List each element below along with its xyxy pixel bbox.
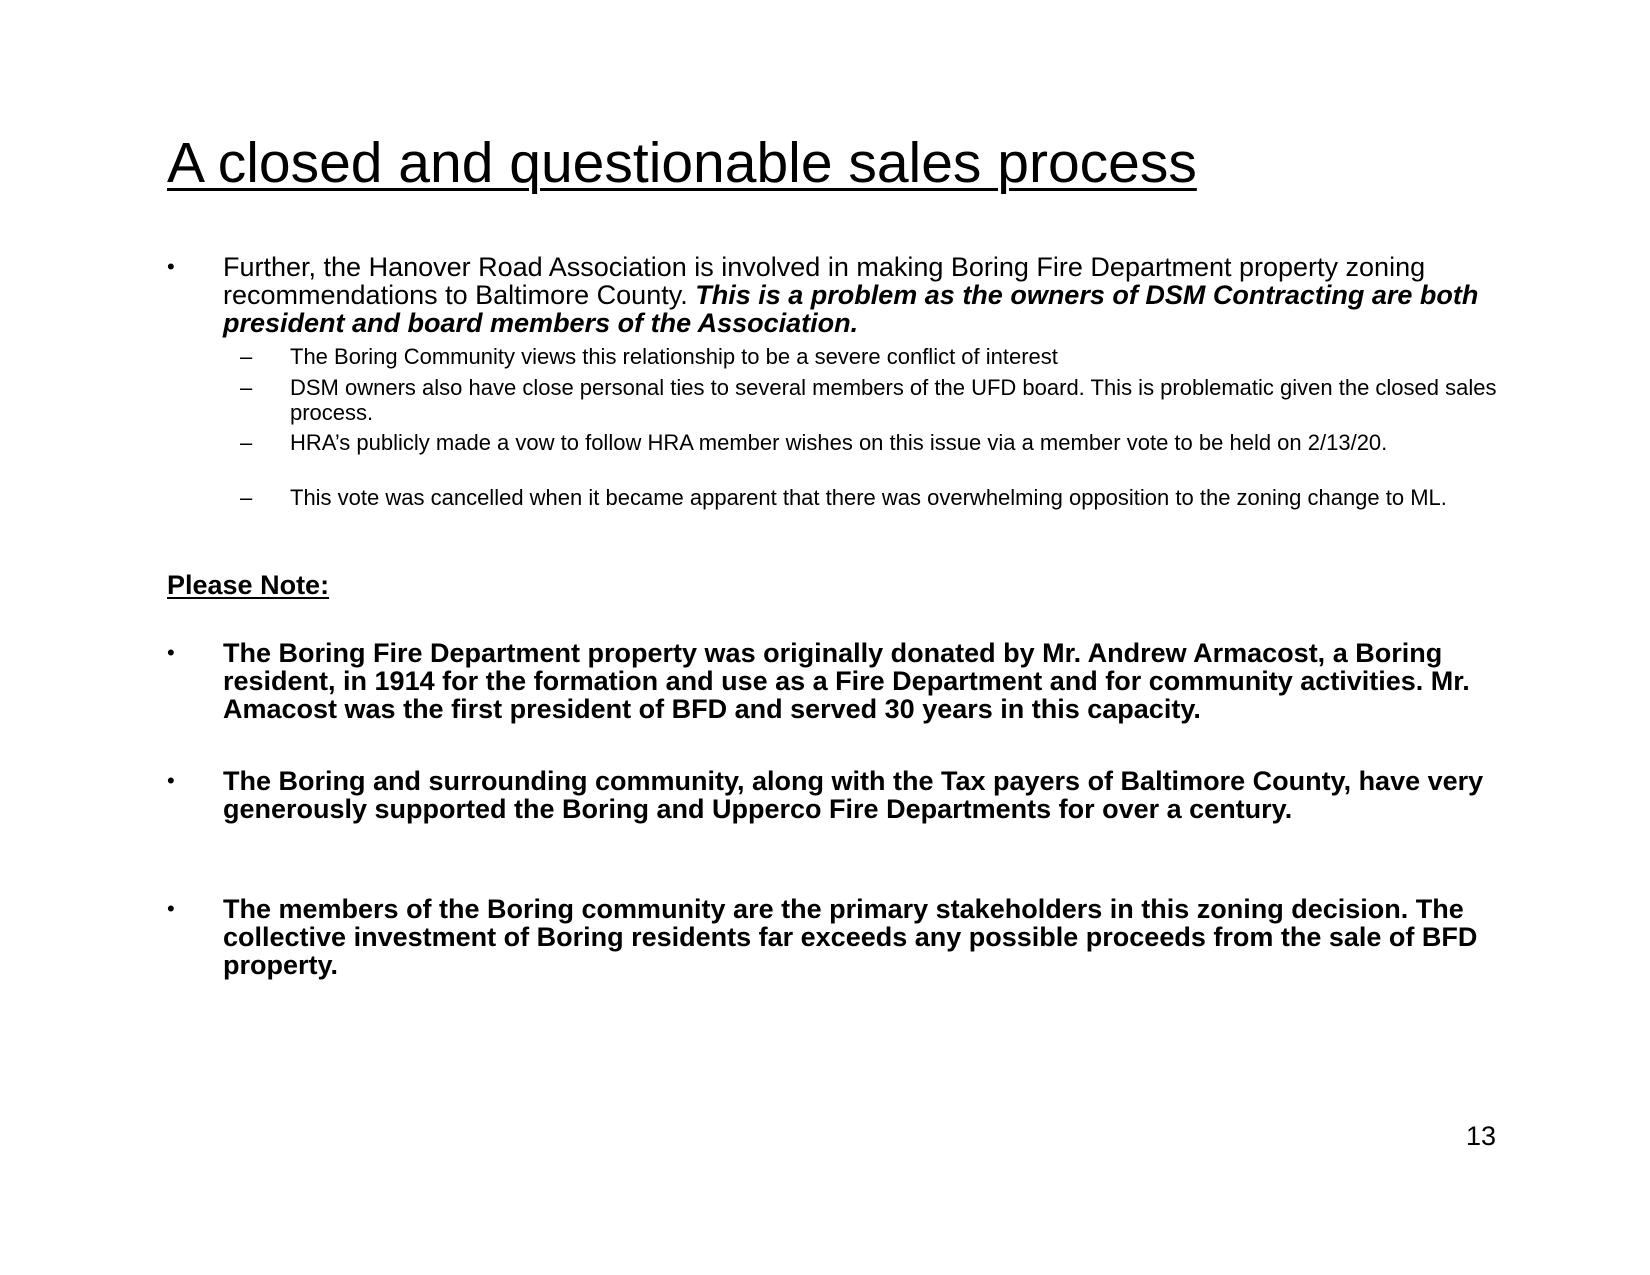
sub-point-text: The Boring Community views this relationship to be a severe conflict of interest <box>290 344 1058 369</box>
dash-marker: – <box>240 344 253 369</box>
sub-point <box>240 430 1502 455</box>
sub-point-text: HRA’s publicly made a vow to follow HRA member wishes on this issue via a member vote to be held on 2/13/20. <box>290 430 1388 455</box>
sub-point <box>240 344 1502 369</box>
intro-bullet <box>167 253 1507 337</box>
bullet-marker: • <box>167 640 175 665</box>
page-number: 13 <box>1466 1121 1497 1151</box>
please-note-heading: Please Note: <box>167 570 330 600</box>
intro-bullet-emphasis: This is a problem as the owners of DSM Contracting are both president and board members of the Association. <box>223 280 1479 338</box>
sub-point <box>240 375 1502 425</box>
note-bullet <box>167 639 1507 723</box>
sub-point-text: This vote was cancelled when it became apparent that there was overwhelming opposition to the zoning change to ML. <box>290 485 1447 510</box>
bullet-marker: • <box>167 254 175 279</box>
intro-bullet-text <box>223 253 1507 337</box>
note-bullet <box>167 767 1507 823</box>
note-bullet-text: The Boring Fire Department property was originally donated by Mr. Andrew Armacost, a Boring resident, in 1914 for the formation and use as a Fire Department and for community activities. Mr. Amacost was the first president of BFD and served 30 years in this capacity. <box>223 638 1470 724</box>
bullet-marker: • <box>167 768 175 793</box>
dash-marker: – <box>240 375 253 400</box>
intro-bullet-plain: Further, the Hanover Road Association is involved in making Boring Fire Department property zoning recommendations to Baltimore County. <box>223 252 1426 310</box>
note-bullet <box>167 895 1507 979</box>
sub-point <box>240 485 1502 510</box>
note-bullet-text: The members of the Boring community are the primary stakeholders in this zoning decision. The collective investment of Boring residents far exceeds any possible proceeds from the sale of BFD property. <box>223 894 1478 980</box>
sub-point-text: DSM owners also have close personal ties to several members of the UFD board. This is problematic given the closed sales process. <box>290 375 1497 425</box>
dash-marker: – <box>240 485 253 510</box>
note-bullet-text: The Boring and surrounding community, along with the Tax payers of Baltimore County, have very generously supported the Boring and Upperco Fire Departments for over a century. <box>223 766 1484 824</box>
slide-title: A closed and questionable sales process <box>167 131 1197 195</box>
dash-marker: – <box>240 430 253 455</box>
bullet-marker: • <box>167 896 175 921</box>
